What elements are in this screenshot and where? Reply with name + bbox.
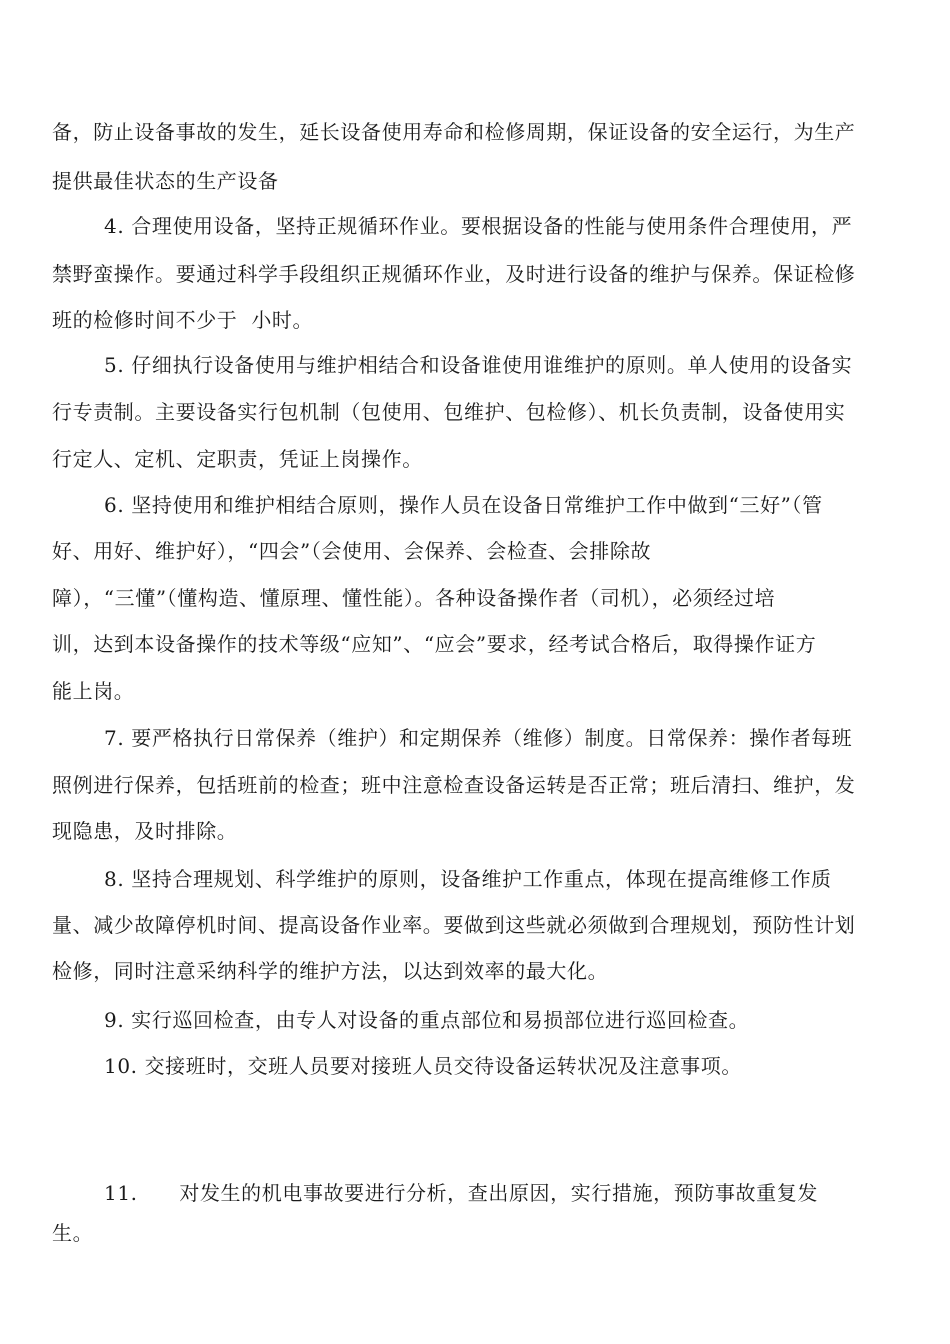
item-8-line: 量、减少故障停机时间、提高设备作业率。要做到这些就必须做到合理规划，预防性计划 [52,913,856,937]
item-7-line: 7. 要严格执行日常保养（维护）和定期保养（维修）制度。日常保养：操作者每班 [104,726,853,750]
item-6-line: 能上岗。 [52,679,135,703]
item-7-line: 照例进行保养，包括班前的检查；班中注意检查设备运转是否正常；班后清扫、维护，发 [52,773,856,797]
item-7-line: 现隐患，及时排除。 [52,819,238,843]
item-9-line: 9. 实行巡回检查，由专人对设备的重点部位和易损部位进行巡回检查。 [104,1008,750,1032]
item-4-line: 4. 合理使用设备，坚持正规循环作业。要根据设备的性能与使用条件合理使用，严 [104,214,853,238]
item-8-line: 检修，同时注意采纳科学的维护方法，以达到效率的最大化。 [52,959,609,983]
item-6-line: 6. 坚持使用和维护相结合原则，操作人员在设备日常维护工作中做到“三好”（管 [104,493,823,517]
item-8-line: 8. 坚持合理规划、科学维护的原则，设备维护工作重点，体现在提高维修工作质 [104,867,832,891]
item-6-line: 障），“三懂”（懂构造、懂原理、懂性能）。各种设备操作者（司机），必须经过培 [52,586,776,610]
item-11-line: 11. 对发生的机电事故要进行分析，查出原因，实行措施，预防事故重复发 [104,1181,818,1205]
text-line: 提供最佳状态的生产设备 [52,169,279,193]
item-6-line: 好、用好、维护好），“四会”（会使用、会保养、会检查、会排除故 [52,539,652,563]
text-line: 备，防止设备事故的发生，延长设备使用寿命和检修周期，保证设备的安全运行，为生产 [52,120,856,144]
item-11-line: 生。 [52,1221,94,1245]
item-5-line: 行专责制。主要设备实行包机制（包使用、包维护、包检修）、机长负责制，设备使用实 [52,400,846,424]
item-5-line: 5. 仔细执行设备使用与维护相结合和设备谁使用谁维护的原则。单人使用的设备实 [104,353,853,377]
item-4-line: 班的检修时间不少于 小时。 [52,308,314,332]
item-5-line: 行定人、定机、定职责，凭证上岗操作。 [52,447,423,471]
item-6-line: 训，达到本设备操作的技术等级“应知”、“应会”要求，经考试合格后，取得操作证方 [52,632,817,656]
item-10-line: 10. 交接班时，交班人员要对接班人员交待设备运转状况及注意事项。 [104,1054,742,1078]
item-4-line: 禁野蛮操作。要通过科学手段组织正规循环作业，及时进行设备的维护与保养。保证检修 [52,262,856,286]
